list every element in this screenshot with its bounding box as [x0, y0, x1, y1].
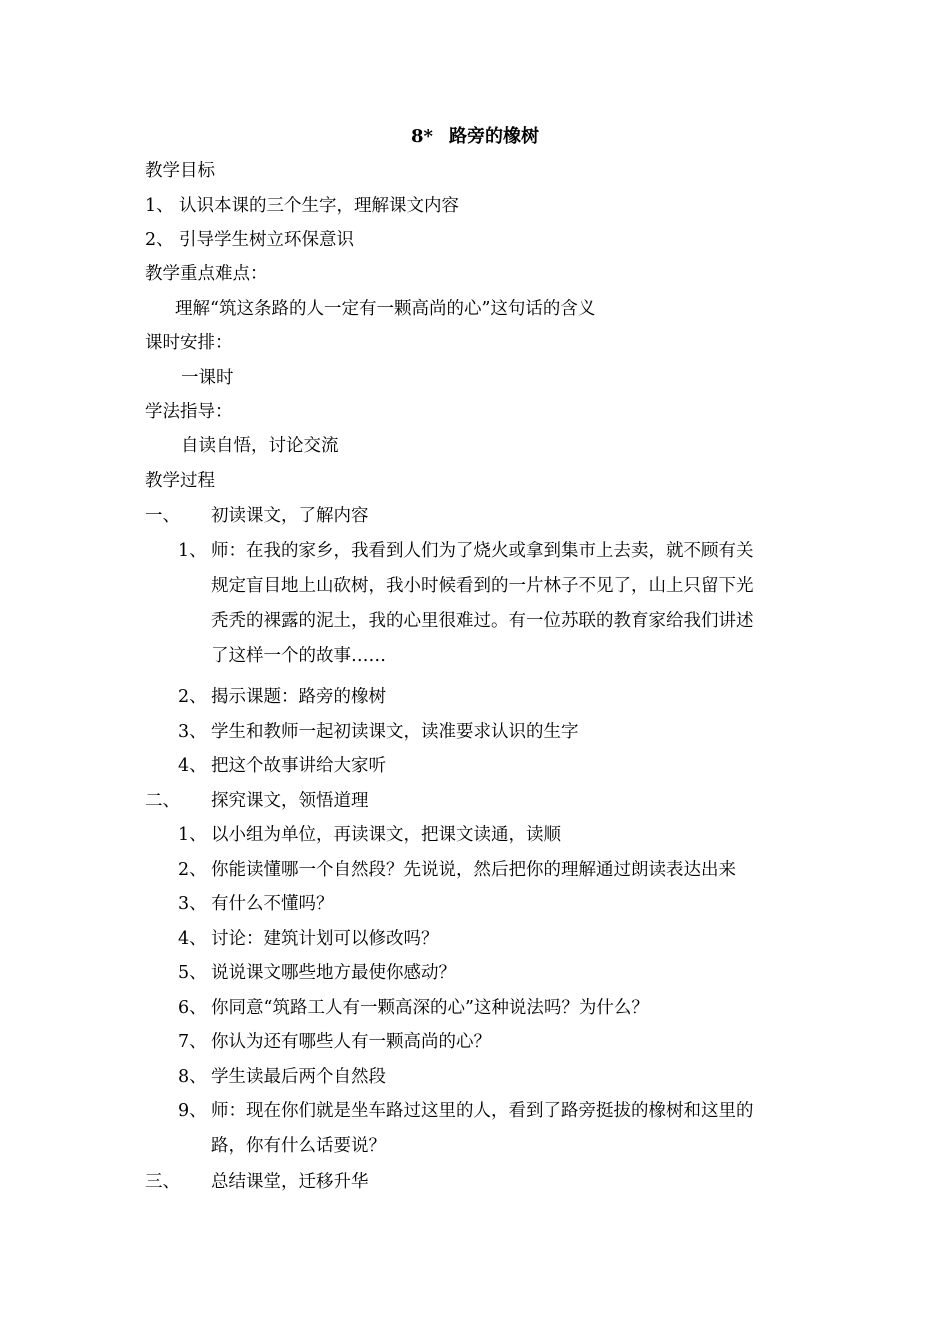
method-heading: 学法指导：: [145, 402, 233, 422]
keypoints-text: 理解“筑这条路的人一定有一颗高尚的心”这句话的含义: [175, 299, 596, 319]
list-item-text: 学生读最后两个自然段: [211, 1067, 386, 1087]
list-item-text: 说说课文哪些地方最使你感动？: [211, 963, 456, 983]
lesson-title: 路旁的橡树: [448, 126, 539, 147]
goal-number: 1、: [145, 196, 174, 216]
list-item-number: 2、: [178, 860, 207, 880]
list-item-number: 6、: [178, 998, 207, 1018]
list-item-number: 1、: [178, 541, 207, 561]
goal-item: [145, 228, 174, 252]
list-item-number: 1、: [178, 825, 207, 845]
list-item-text: 师：现在你们就是坐车路过这里的人，看到了路旁挺拔的橡树和这里的: [211, 1101, 754, 1121]
goal-number: 2、: [145, 230, 174, 250]
list-item-number: 3、: [178, 894, 207, 914]
section-number: 二、: [145, 791, 180, 811]
list-item-text: 师：在我的家乡，我看到人们为了烧火或拿到集市上去卖，就不顾有关: [211, 541, 754, 561]
list-item-number: 9、: [178, 1101, 207, 1121]
schedule-text: 一课时: [181, 368, 234, 388]
list-item-text: 学生和教师一起初读课文，读准要求认识的生字: [211, 722, 579, 742]
page-title: [0, 124, 950, 150]
list-item-text: 你认为还有哪些人有一颗高尚的心？: [211, 1032, 491, 1052]
list-item-number: 8、: [178, 1067, 207, 1087]
list-item-text: 路，你有什么话要说？: [211, 1136, 386, 1156]
list-item-number: 2、: [178, 687, 207, 707]
lesson-number: 8*: [411, 126, 433, 147]
list-item-text: 讨论：建筑计划可以修改吗？: [211, 929, 439, 949]
list-item-text: 你能读懂哪一个自然段？先说说，然后把你的理解通过朗读表达出来: [211, 860, 736, 880]
process-heading: 教学过程: [145, 471, 215, 491]
list-item-number: 4、: [178, 929, 207, 949]
list-item-text: 以小组为单位，再读课文，把课文读通，读顺: [211, 825, 561, 845]
keypoints-heading: 教学重点难点：: [145, 264, 268, 284]
list-item-text: 把这个故事讲给大家听: [211, 756, 386, 776]
list-item-text: 秃秃的裸露的泥土，我的心里很难过。有一位苏联的教育家给我们讲述: [211, 611, 754, 631]
section-title: 总结课堂，迁移升华: [211, 1172, 369, 1192]
list-item-number: 3、: [178, 722, 207, 742]
section-title: 初读课文，了解内容: [211, 506, 369, 526]
section-title: 探究课文，领悟道理: [211, 791, 369, 811]
section-number: 一、: [145, 506, 180, 526]
method-text: 自读自悟，讨论交流: [181, 436, 339, 456]
goal-item: [145, 194, 174, 218]
section-number: 三、: [145, 1172, 180, 1192]
schedule-heading: 课时安排：: [145, 333, 233, 353]
goal-text: 认识本课的三个生字，理解课文内容: [179, 196, 459, 216]
list-item-text: 有什么不懂吗？: [211, 894, 334, 914]
list-item-number: 4、: [178, 756, 207, 776]
list-item-text: 了这样一个的故事……: [211, 646, 386, 666]
list-item-text: 你同意“筑路工人有一颗高深的心”这种说法吗？为什么？: [211, 998, 649, 1018]
list-item-text: 规定盲目地上山砍树，我小时候看到的一片林子不见了，山上只留下光: [211, 576, 754, 596]
goals-heading: 教学目标: [145, 161, 215, 181]
list-item-text: 揭示课题：路旁的橡树: [211, 687, 386, 707]
list-item-number: 5、: [178, 963, 207, 983]
goal-text: 引导学生树立环保意识: [179, 230, 354, 250]
list-item-number: 7、: [178, 1032, 207, 1052]
